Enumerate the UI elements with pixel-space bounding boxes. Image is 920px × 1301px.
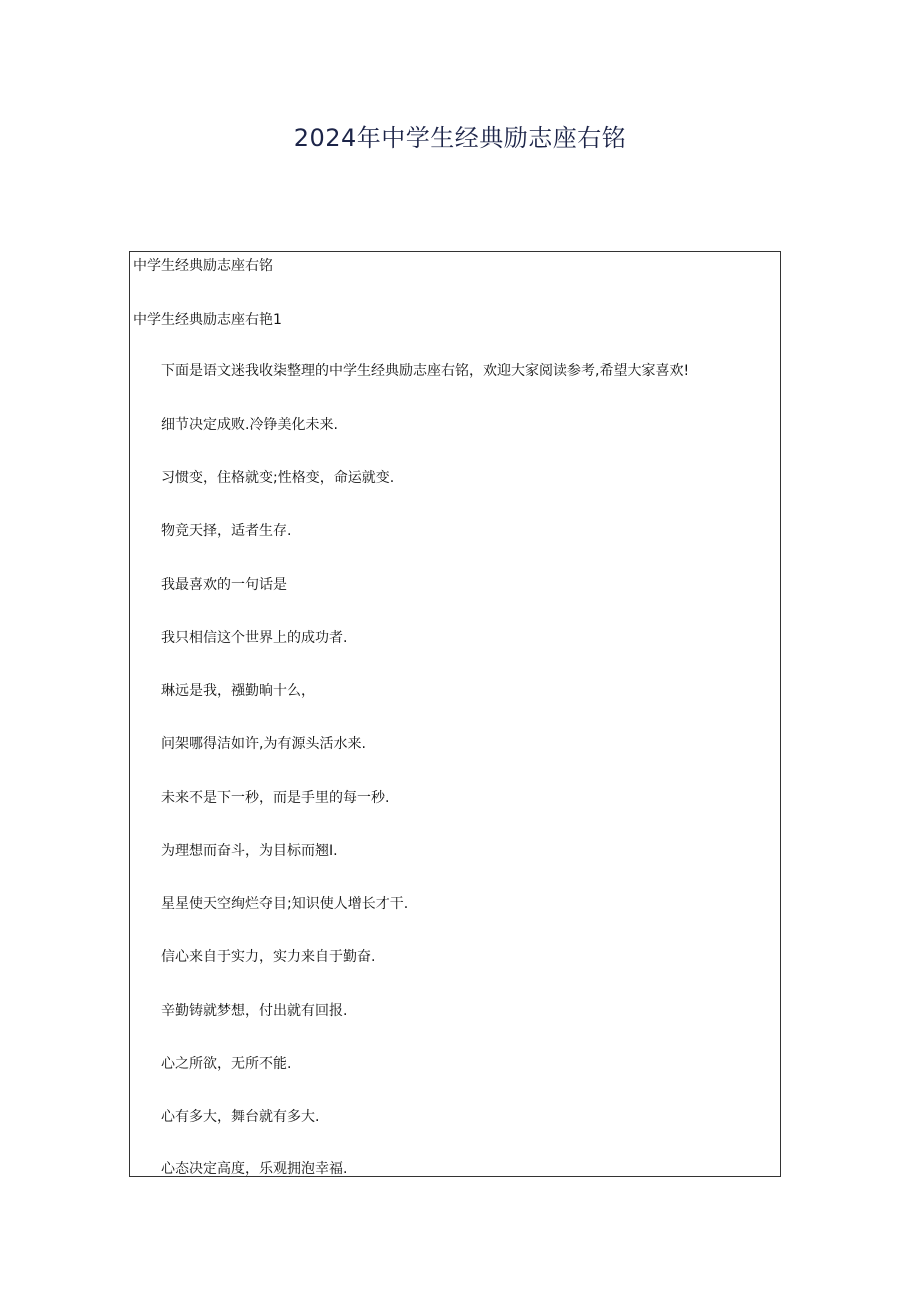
- paragraph: 细节决定成败.冷铮美化未来.: [161, 417, 338, 433]
- content-box: [129, 251, 781, 1177]
- paragraph: 辛勤铸就梦想，付出就有回报.: [161, 1003, 348, 1019]
- paragraph: 为理想而奋斗，为目标而翘I.: [161, 843, 338, 859]
- content-subheading: 中学生经典励志座右艳1: [133, 312, 282, 328]
- paragraph: 习惯变，住格就变;性格变，命运就变.: [161, 470, 395, 486]
- paragraph: 信心来自于实力，实力来自于勤奋.: [161, 949, 376, 965]
- paragraph: 我只相信这个世界上的成功者.: [161, 630, 348, 646]
- paragraph: 心之所欲，无所不能.: [161, 1056, 292, 1072]
- paragraph: 我最喜欢的一句话是: [161, 577, 287, 593]
- paragraph: 物竞天择，适者生存.: [161, 523, 292, 539]
- paragraph: 心态决定高度，乐观拥泡幸福.: [161, 1161, 348, 1177]
- paragraph: 下面是语文迷我收柒整理的中学生经典励志座右铭，欢迎大家阅读参考,希望大家喜欢!: [161, 363, 690, 379]
- content-heading: 中学生经典励志座右铭: [133, 258, 273, 274]
- paragraph: 心有多大，舞台就有多大.: [161, 1109, 320, 1125]
- paragraph: 星星使天空绚烂夺目;知识使人增长才干.: [161, 896, 409, 912]
- document-title: 2024年中学生经典励志座右铭: [293, 124, 627, 152]
- paragraph: 问架哪得洁如许,为有源头活水来.: [161, 736, 366, 752]
- paragraph: 未来不是下一秒，而是手里的每一秒.: [161, 790, 390, 806]
- paragraph: 琳远是我，襁勤晌十么，: [161, 683, 315, 699]
